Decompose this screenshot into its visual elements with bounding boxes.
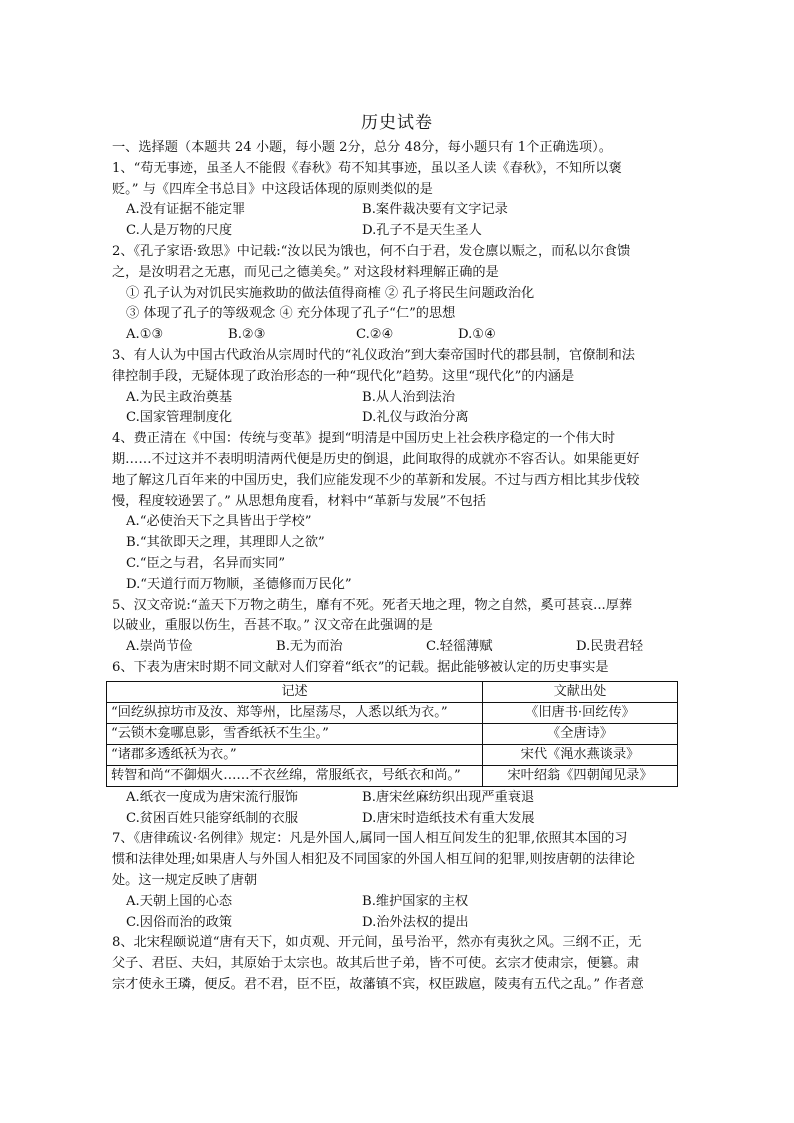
option-b: B.维护国家的主权 — [362, 893, 469, 909]
option-row — [112, 809, 682, 830]
question-text: 贬。” 与《四库全书总目》中这段话体现的原则类似的是 — [112, 181, 433, 197]
table-row — [107, 702, 678, 723]
question-text: 期……不过这并不表明明清两代便是历史的倒退，此间取得的成就亦不容否认。如果能更好 — [112, 451, 640, 467]
option-row — [112, 892, 682, 913]
option-a: A.纸衣一度成为唐宋流行服饰 — [126, 789, 298, 805]
question-text: 3、有人认为中国古代政治从宗周时代的“礼仪政治”到大秦帝国时代的郡县制，官僚制和法 — [112, 347, 635, 363]
table-row — [107, 723, 678, 744]
option-a: A.“必使治天下之具皆出于学校” — [126, 514, 312, 530]
question-text: 6、下表为唐宋时期不同文献对人们穿着“纸衣”的记载。据此能够被认定的历史事实是 — [112, 659, 609, 675]
option-b: B.案件裁决要有文字记录 — [362, 202, 508, 218]
table-row — [107, 744, 678, 765]
option-b: B.从人治到法治 — [362, 389, 456, 405]
option-row — [112, 388, 682, 409]
option-d: D.①④ — [458, 327, 496, 343]
question-text: 宗才使永王璘，便反。君不君，臣不臣，故藩镇不宾，权臣跋扈，陵夷有五代之乱。” 作者意 — [112, 976, 644, 992]
option-c: C.贫困百姓只能穿纸制的衣服 — [126, 810, 299, 826]
question-text: 8、北宋程颐说道“唐有天下，如贞观、开元间，虽号治平，然亦有夷狄之风。三纲不正，无 — [112, 935, 642, 951]
table-cell: “诸郡多透纸袄为衣。” — [107, 744, 483, 765]
statement-items: ① 孔子认为对饥民实施救助的做法值得商榷 ② 孔子将民生问题政治化 — [126, 285, 535, 301]
option-row — [112, 788, 682, 809]
table-header-source: 文献出处 — [483, 681, 678, 702]
table-row — [107, 765, 678, 786]
option-a: A.没有证据不能定罪 — [126, 202, 246, 218]
question-text: 5、汉文帝说:“盖天下万物之萌生，靡有不死。死者天地之理，物之自然，奚可甚哀...厚葬 — [112, 597, 633, 613]
option-a: A.崇尚节俭 — [126, 639, 193, 655]
table-cell: 宋代《渑水燕谈录》 — [483, 744, 678, 765]
question-2 — [112, 242, 682, 346]
question-text: 1、“苟无事迹，虽圣人不能假《春秋》苟不知其事迹，虽以圣人读《春秋》，不知所以褒 — [112, 160, 622, 176]
question-3 — [112, 346, 682, 429]
question-5 — [112, 596, 682, 658]
question-text: 以破业，重服以伤生，吾甚不取。” 汉文帝在此强调的是 — [112, 618, 433, 634]
table-header-record: 记述 — [107, 681, 483, 702]
question-text: 处。这一规定反映了唐朝 — [112, 872, 258, 888]
option-d: D.治外法权的提出 — [362, 914, 469, 930]
option-a: A.为民主政治奠基 — [126, 389, 233, 405]
option-a: A.①③ — [126, 327, 164, 343]
question-text: 2、《孔子家语·致思》中记载:“汝以民为饿也，何不白于君，发仓廪以赈之，而私以尔食馈 — [112, 243, 631, 259]
table-cell: 宋叶绍翁《四朝闻见录》 — [483, 765, 678, 786]
option-d: D.礼仪与政治分离 — [362, 410, 469, 426]
question-1 — [112, 159, 682, 242]
question-text: 地了解这几百年来的中国历史，我们应能发现不少的革新和发展。不过与西方相比其步伐较 — [112, 472, 640, 488]
question-text: 父子、君臣、夫妇，其原始于太宗也。故其后世子弟，皆不可使。玄宗才使肃宗，便篡。肃 — [112, 956, 640, 972]
question-4 — [112, 429, 682, 595]
page-title: 历史试卷 — [361, 113, 433, 133]
question-text: 4、费正清在《中国：传统与变革》提到“明清是中国历史上社会秩序稳定的一个伟大时 — [112, 431, 616, 447]
option-b: B.唐宋丝麻纺织出现严重衰退 — [362, 789, 535, 805]
question-8 — [112, 933, 682, 995]
option-row — [112, 408, 682, 429]
option-c: C.轻徭薄赋 — [426, 639, 493, 655]
option-row — [112, 913, 682, 934]
records-table — [106, 681, 678, 787]
option-b: B.无为而治 — [276, 639, 343, 655]
table-cell: “云锁木龛哪息影，雪香纸袄不生尘。” — [107, 723, 483, 744]
option-row — [112, 325, 682, 346]
table-cell: 《全唐诗》 — [483, 723, 678, 744]
question-text: 慢，程度较逊罢了。” 从思想角度看，材料中“革新与发展”不包括 — [112, 493, 486, 509]
option-c: C.“臣之与君，名异而实同” — [126, 555, 286, 571]
option-d: D.唐宋时造纸技术有重大发展 — [362, 810, 535, 826]
table-cell: 转智和尚“不御烟火……不衣丝绵，常服纸衣，号纸衣和尚。” — [107, 765, 483, 786]
question-text: 7、《唐律疏议·名例律》规定：凡是外国人,属同一国人相互间发生的犯罪,依照其本国的习 — [112, 831, 628, 847]
question-text: 律控制手段，无疑体现了政治形态的一种“现代化”趋势。这里“现代化”的内涵是 — [112, 368, 575, 384]
option-c: C.人是万物的尺度 — [126, 223, 233, 239]
table-cell: 《旧唐书·回纥传》 — [483, 702, 678, 723]
option-c: C.国家管理制度化 — [126, 410, 233, 426]
exam-content — [112, 138, 682, 996]
question-7 — [112, 829, 682, 933]
option-d: D.“天道行而万物顺，圣德修而万民化” — [126, 576, 352, 592]
option-a: A.天朝上国的心态 — [126, 893, 233, 909]
option-c: C.因俗而治的政策 — [126, 914, 233, 930]
option-b: B.“其欲即天之理，其理即人之欲” — [126, 535, 325, 551]
option-d: D.民贵君轻 — [576, 639, 644, 655]
table-cell: “回纥纵掠坊市及汝、郑等州，比屋荡尽，人悉以纸为衣。” — [107, 702, 483, 723]
option-row — [112, 200, 682, 221]
table-header-row — [107, 681, 678, 702]
option-c: C.②④ — [356, 327, 394, 343]
statement-items: ③ 体现了孔子的等级观念 ④ 充分体现了孔子“仁”的思想 — [126, 306, 456, 322]
option-d: D.孔子不是天生圣人 — [362, 223, 482, 239]
option-row — [112, 221, 682, 242]
question-text: 惯和法律处理;如果唐人与外国人相犯及不同国家的外国人相互间的犯罪,则按唐朝的法律论 — [112, 852, 635, 868]
question-text: 之，是汝明君之无惠，而见己之德美矣。” 对这段材料理解正确的是 — [112, 264, 499, 280]
question-6 — [112, 658, 682, 829]
option-b: B.②③ — [228, 327, 266, 343]
option-row — [112, 637, 682, 658]
section-header: 一、选择题（本题共 24 小题，每小题 2分，总分 48分，每小题只有 1个正确选项）。 — [112, 140, 612, 155]
